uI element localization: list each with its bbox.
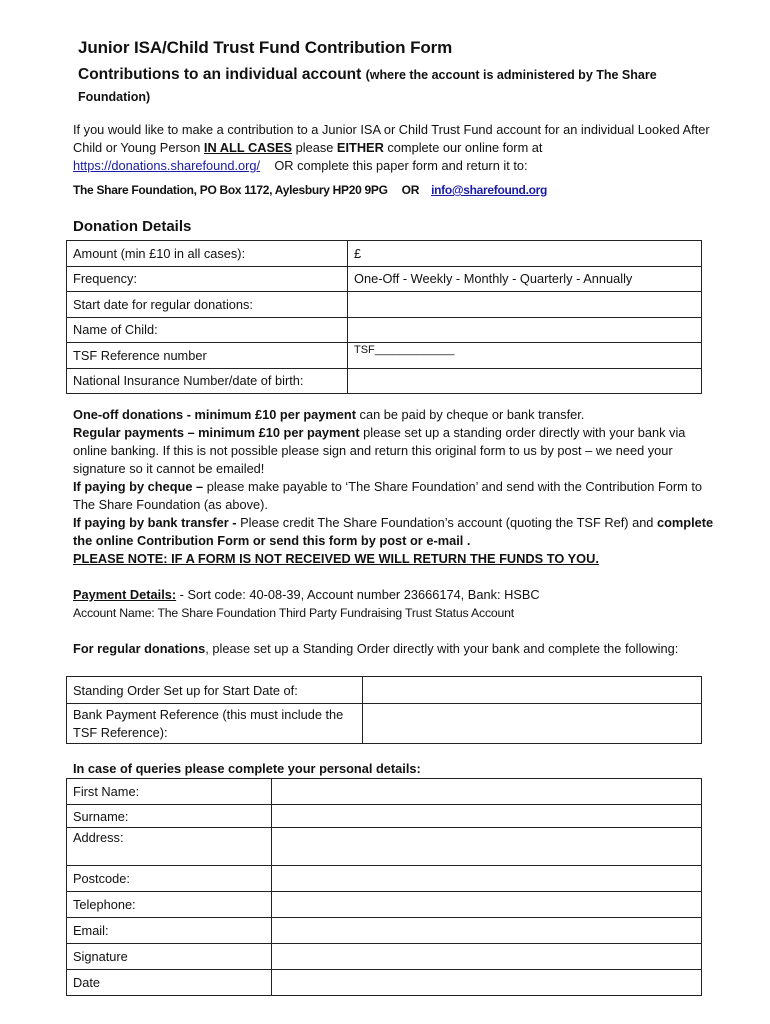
first-name-label: First Name: bbox=[67, 779, 272, 805]
donation-details-heading: Donation Details bbox=[73, 218, 192, 235]
oneoff-text: can be paid by cheque or bank transfer. bbox=[356, 407, 585, 422]
email-label: Email: bbox=[67, 918, 272, 944]
table-row bbox=[67, 704, 702, 744]
table-row bbox=[67, 343, 702, 369]
table-row bbox=[67, 368, 702, 394]
table-row bbox=[67, 317, 702, 343]
bank-reference-field[interactable] bbox=[363, 704, 702, 744]
bank-reference-label: Bank Payment Reference (this must include the TSF Reference): bbox=[67, 704, 363, 744]
address-field[interactable] bbox=[272, 828, 702, 866]
table-row bbox=[67, 866, 702, 892]
table-row bbox=[67, 918, 702, 944]
table-row bbox=[67, 805, 702, 828]
ni-number-label: National Insurance Number/date of birth: bbox=[67, 368, 348, 394]
telephone-field[interactable] bbox=[272, 892, 702, 918]
intro-text-4: OR complete this paper form and return it to: bbox=[274, 158, 528, 173]
ni-number-field[interactable] bbox=[348, 368, 702, 394]
telephone-label: Telephone: bbox=[67, 892, 272, 918]
tsf-reference-field[interactable]: TSF_____________ bbox=[348, 343, 702, 369]
payment-details-label: Payment Details: bbox=[73, 587, 177, 602]
form-subtitle bbox=[78, 64, 708, 108]
table-row bbox=[67, 292, 702, 318]
postcode-field[interactable] bbox=[272, 866, 702, 892]
personal-details-table bbox=[66, 778, 702, 996]
regular-donations-heading: For regular donations bbox=[73, 641, 206, 656]
table-row bbox=[67, 828, 702, 866]
surname-label: Surname: bbox=[67, 805, 272, 828]
intro-in-all-cases: IN ALL CASES bbox=[203, 140, 293, 155]
frequency-field[interactable]: One-Off - Weekly - Monthly - Quarterly - Annually bbox=[348, 266, 702, 292]
return-address bbox=[73, 183, 547, 197]
date-field[interactable] bbox=[272, 970, 702, 996]
subtitle-note: (where the account is administered by The Share Foundation) bbox=[78, 68, 657, 104]
so-start-date-field[interactable] bbox=[363, 677, 702, 704]
online-form-link[interactable]: https://donations.sharefound.org/ bbox=[73, 158, 261, 173]
start-date-label: Start date for regular donations: bbox=[67, 292, 348, 318]
form-title: Junior ISA/Child Trust Fund Contribution Form bbox=[78, 38, 453, 57]
tsf-reference-label: TSF Reference number bbox=[67, 343, 348, 369]
table-row bbox=[67, 970, 702, 996]
email-field[interactable] bbox=[272, 918, 702, 944]
table-row bbox=[67, 266, 702, 292]
table-row bbox=[67, 944, 702, 970]
regular-donations-instruction: , please set up a Standing Order directly with your bank and complete the following: bbox=[205, 641, 679, 656]
transfer-heading: If paying by bank transfer - bbox=[73, 515, 237, 530]
amount-label: Amount (min £10 in all cases): bbox=[67, 241, 348, 267]
please-note-warning: PLEASE NOTE: IF A FORM IS NOT RECEIVED WE WILL RETURN THE FUNDS TO YOU. bbox=[73, 551, 599, 566]
subtitle-main: Contributions to an individual account bbox=[78, 66, 362, 83]
payment-notes bbox=[73, 406, 718, 568]
intro-text-2: please bbox=[292, 140, 337, 155]
intro-text-3: complete our online form at bbox=[383, 140, 543, 155]
cheque-text: please make payable to ‘The Share Foundation’ and send with the Contribution Form to The Share Foundation (as above). bbox=[73, 479, 703, 512]
transfer-text: Please credit The Share Foundation’s account (quoting the TSF Ref) and bbox=[236, 515, 657, 530]
address-or: OR bbox=[401, 183, 420, 197]
personal-details-heading: In case of queries please complete your personal details: bbox=[73, 761, 421, 776]
first-name-field[interactable] bbox=[272, 779, 702, 805]
intro-paragraph bbox=[73, 121, 713, 175]
surname-field[interactable] bbox=[272, 805, 702, 828]
intro-text-1: If you would like to make a contribution to a Junior ISA or Child Trust Fund account for an individual Looked After Child or Young Person bbox=[73, 122, 710, 155]
cheque-heading: If paying by cheque – bbox=[73, 479, 204, 494]
payment-details bbox=[73, 586, 718, 622]
table-row bbox=[67, 241, 702, 267]
transfer-instruction: complete the online Contribution Form or send this form by post or e-mail . bbox=[73, 515, 714, 548]
table-row bbox=[67, 677, 702, 704]
intro-either: EITHER bbox=[336, 140, 384, 155]
table-row bbox=[67, 892, 702, 918]
email-link[interactable]: info@sharefound.org bbox=[431, 183, 548, 197]
regular-text: please set up a standing order directly with your bank via online banking. If this is not possible please sign and return this original form to us by post – we need your signature so it cannot be emailed! bbox=[73, 425, 686, 476]
address-label: Address: bbox=[67, 828, 272, 866]
regular-heading: Regular payments – minimum £10 per payment bbox=[73, 425, 360, 440]
child-name-field[interactable] bbox=[348, 317, 702, 343]
postcode-label: Postcode: bbox=[67, 866, 272, 892]
child-name-label: Name of Child: bbox=[67, 317, 348, 343]
oneoff-heading: One-off donations - minimum £10 per payment bbox=[73, 407, 356, 422]
so-start-date-label: Standing Order Set up for Start Date of: bbox=[67, 677, 363, 704]
donation-details-table bbox=[66, 240, 702, 394]
standing-order-table bbox=[66, 676, 702, 744]
account-name: Account Name: The Share Foundation Third Party Fundraising Trust Status Account bbox=[73, 606, 515, 620]
frequency-label: Frequency: bbox=[67, 266, 348, 292]
table-row bbox=[67, 779, 702, 805]
date-label: Date bbox=[67, 970, 272, 996]
start-date-field[interactable] bbox=[348, 292, 702, 318]
signature-field[interactable] bbox=[272, 944, 702, 970]
amount-field[interactable]: £ bbox=[348, 241, 702, 267]
regular-donations-text bbox=[73, 640, 718, 658]
signature-label: Signature bbox=[67, 944, 272, 970]
postal-address: The Share Foundation, PO Box 1172, Aylesbury HP20 9PG bbox=[73, 183, 388, 197]
bank-details: - Sort code: 40-08-39, Account number 23666174, Bank: HSBC bbox=[176, 587, 540, 602]
